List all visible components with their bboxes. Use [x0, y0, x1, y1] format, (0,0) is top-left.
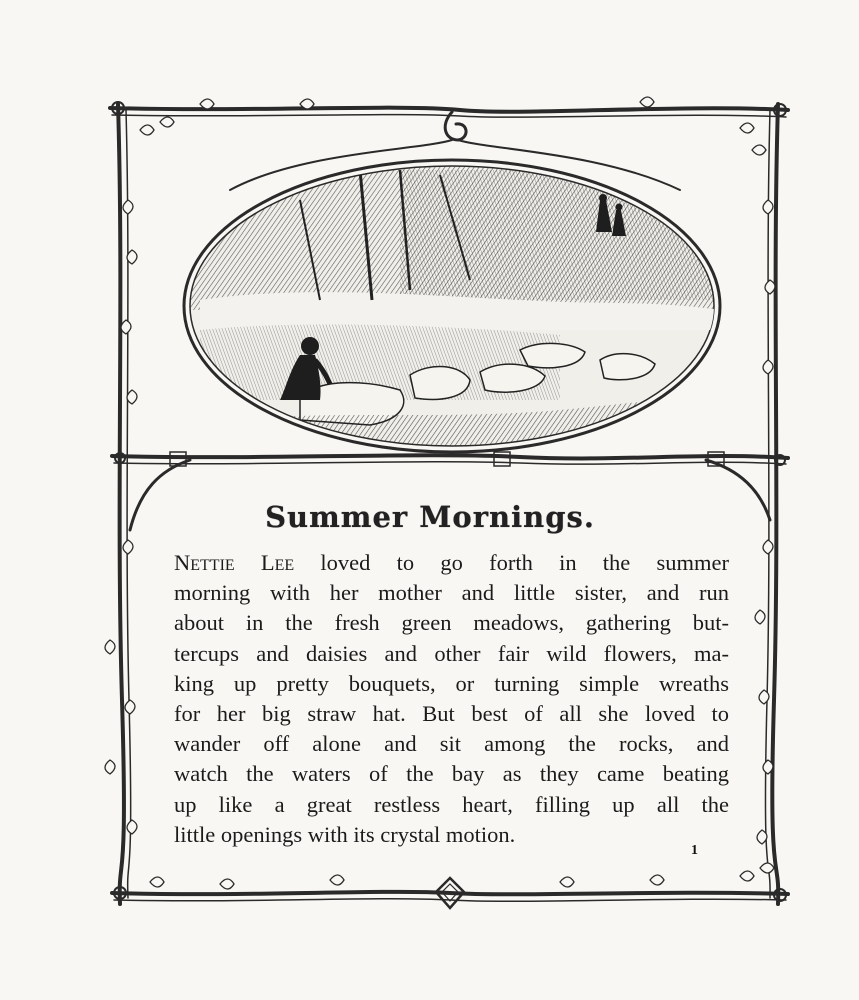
- text-line: [174, 548, 729, 578]
- text-line: morning with her mother and little sister, and run: [174, 580, 729, 606]
- text-line: for her big straw hat. But best of all she loved to: [174, 701, 729, 727]
- text-fragment: loved to go forth in the summer: [294, 550, 730, 575]
- text-line: up like a great restless heart, filling up all the: [174, 791, 729, 817]
- text-line: wander off alone and sit among the rocks, and: [174, 731, 729, 757]
- chapter-body: [174, 548, 729, 850]
- page-number: 1: [691, 843, 698, 858]
- text-line: about in the fresh green meadows, gathering but-: [174, 610, 729, 636]
- illustration: [180, 160, 725, 452]
- text-line: king up pretty bouquets, or turning simple wreaths: [174, 670, 729, 696]
- drop-name: Nettie Lee: [174, 550, 295, 575]
- text-line: little openings with its crystal motion.: [174, 821, 516, 847]
- chapter-title: Summer Mornings.: [265, 500, 595, 534]
- text-line: tercups and daisies and other fair wild flowers, ma-: [174, 640, 729, 666]
- text-line: watch the waters of the bay as they came beating: [174, 761, 729, 787]
